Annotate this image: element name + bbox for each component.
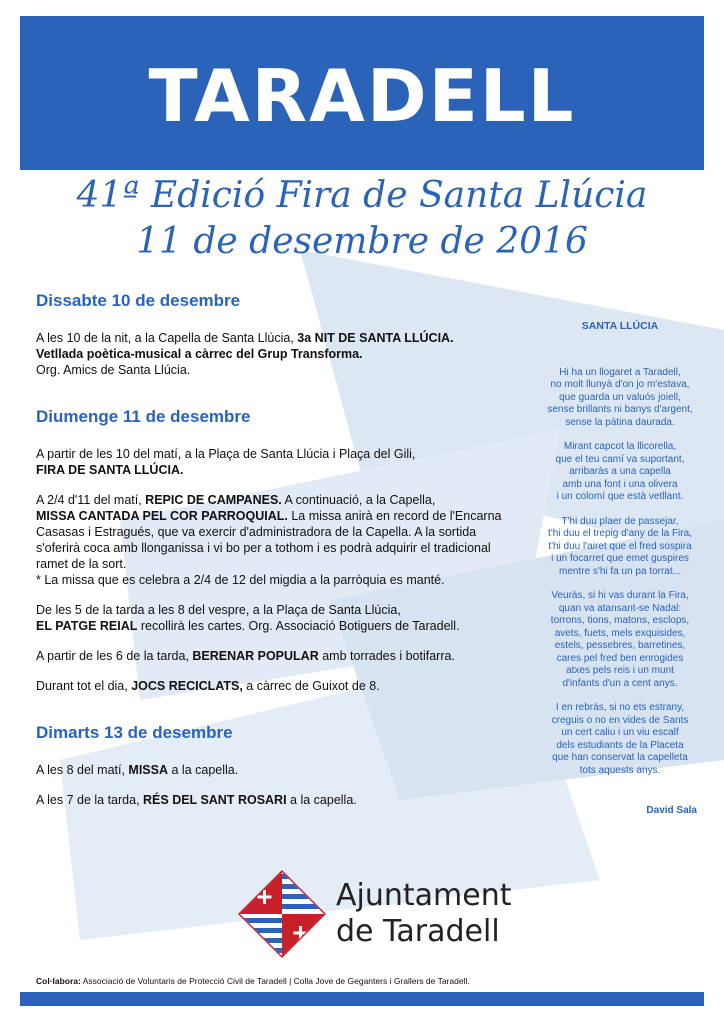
logo-line-2: de Taradell bbox=[336, 914, 500, 949]
footer-credits bbox=[36, 976, 470, 986]
event-text: A les 10 de la nit, a la Capella de Santa Llúcia, bbox=[36, 331, 298, 345]
poem-line: tots aquests anys. bbox=[579, 764, 661, 776]
event-text: A partir de les 10 del matí, a la Plaça de Santa Llúcia i Plaça del Gili, bbox=[36, 447, 416, 461]
event-title: EL PATGE REIAL bbox=[36, 619, 138, 633]
poem-stanza bbox=[535, 367, 705, 430]
footer-label: Col·labora: bbox=[36, 976, 81, 986]
poem-line: mentre s'hi fa un pa torrat... bbox=[559, 565, 681, 577]
poem-title: SANTA LLÚCIA bbox=[581, 320, 659, 332]
event-title: BERENAR POPULAR bbox=[192, 649, 319, 663]
footer-text: Associació de Voluntaris de Protecció Civil de Taradell | Colla Jove de Geganters i Grallers de Taradell. bbox=[80, 976, 470, 986]
poem-line: un cert caliu i un viu escalf bbox=[561, 727, 679, 738]
poem bbox=[535, 320, 705, 818]
event-title: FIRA DE SANTA LLÚCIA. bbox=[36, 463, 184, 477]
event-paragraph bbox=[36, 792, 516, 808]
poem-line: atxes pels reis i un munt bbox=[566, 665, 674, 676]
page-title: TARADELL bbox=[148, 54, 576, 138]
header-band bbox=[20, 16, 704, 170]
event-note: * La missa que es celebra a 2/4 de 12 del migdia a la parròquia es manté. bbox=[36, 573, 445, 587]
poem-line: cares pel fred ben enrogides bbox=[556, 652, 684, 664]
poem-line: que guarda un valuós joiell, bbox=[559, 391, 681, 403]
poem-line: que el teu camí va suportant, bbox=[555, 453, 685, 465]
event-paragraph bbox=[36, 330, 516, 378]
poem-stanza bbox=[535, 590, 705, 690]
event-text: A les 8 del matí, bbox=[36, 763, 129, 777]
poem-line: d'infants d'un a cent anys. bbox=[562, 677, 678, 689]
poem-line: arribaràs a una capella bbox=[569, 466, 671, 477]
poem-line: t'hi duu el trepig d'any de la Fira, bbox=[548, 528, 692, 539]
event-text: Org. Amics de Santa Llúcia. bbox=[36, 363, 191, 377]
event-text: a la capella. bbox=[286, 793, 357, 807]
event-text: A 2/4 d'11 del matí, bbox=[36, 493, 146, 507]
event-text: La missa anirà en record de l'Encarna Casasas i Estragués, que va exercir d'administradora de la Capella. A la sortida s'oferirà coca amb llonganissa i vi bo per a tothom i es podrà adquirir el tradicional ramet de la sort. bbox=[36, 509, 502, 571]
poem-line: no molt llunyà d'on jo m'estava, bbox=[550, 379, 690, 390]
day-heading: Dissabte 10 de desembre bbox=[36, 291, 241, 310]
event-text: recollirà les cartes. Org. Associació Botiguers de Taradell. bbox=[137, 619, 460, 633]
poem-line: que han conservat la capelleta bbox=[552, 752, 688, 763]
event-text: a càrrec de Guixot de 8. bbox=[242, 679, 380, 693]
poem-line: avets, fuets, mels exquisides, bbox=[554, 627, 686, 639]
municipality-logo-text bbox=[336, 878, 512, 950]
logo-line-1: Ajuntament bbox=[336, 878, 512, 913]
poem-stanza bbox=[535, 516, 705, 579]
event-text: amb torrades i botifarra. bbox=[318, 649, 455, 663]
day-heading: Dimarts 13 de desembre bbox=[36, 723, 233, 742]
event-title: Vetllada poètica-musical a càrrec del Grup Transforma. bbox=[36, 347, 363, 361]
taradell-coat-of-arms-icon bbox=[236, 868, 328, 960]
poem-line: Hi ha un llogaret a Taradell, bbox=[559, 366, 681, 378]
edition-subtitle: 41ª Edició Fira de Santa Llúcia bbox=[76, 175, 648, 216]
poem-line: quan va atansant-se Nadal: bbox=[558, 602, 682, 614]
event-text: A les 7 de la tarda, bbox=[36, 793, 144, 807]
poem-stanza bbox=[535, 441, 705, 504]
poem-stanzas bbox=[535, 367, 705, 778]
event-text: Durant tot el dia, bbox=[36, 679, 132, 693]
day-heading: Diumenge 11 de desembre bbox=[36, 407, 251, 426]
poem-author: David Sala bbox=[646, 805, 697, 816]
poem-stanza bbox=[535, 702, 705, 777]
poem-line: creguis o no en vides de Sants bbox=[551, 714, 689, 726]
schedule bbox=[36, 290, 516, 822]
poem-line: sense la pàtina daurada. bbox=[565, 416, 675, 428]
event-paragraph bbox=[36, 602, 516, 634]
poem-line: T'hi duu plaer de passejar, bbox=[561, 515, 679, 527]
date-subtitle: 11 de desembre de 2016 bbox=[136, 221, 588, 262]
footer-band bbox=[20, 992, 704, 1006]
event-paragraph bbox=[36, 446, 516, 478]
event-title: 3a NIT DE SANTA LLÚCIA. bbox=[297, 331, 454, 345]
event-paragraph bbox=[36, 492, 516, 588]
event-paragraph bbox=[36, 648, 516, 664]
event-text: De les 5 de la tarda a les 8 del vespre, a la Plaça de Santa Llúcia, bbox=[36, 603, 401, 617]
event-text: a la capella. bbox=[168, 763, 239, 777]
poem-line: t'hi duu l'airet que el fred sospira bbox=[548, 540, 692, 552]
poem-line: I en rebràs, si no ets estrany, bbox=[555, 702, 685, 713]
event-text: A continuació, a la Capella, bbox=[281, 493, 436, 507]
event-title: JOCS RECICLATS, bbox=[131, 679, 243, 693]
poem-line: amb una font i una olivera bbox=[562, 478, 678, 490]
event-title: RÉS DEL SANT ROSARI bbox=[143, 793, 287, 807]
poem-line: i un focarret que emet guspires bbox=[551, 553, 689, 564]
event-paragraph bbox=[36, 762, 516, 778]
poem-line: Mirant capcot la llicorella, bbox=[563, 441, 677, 452]
poem-line: Veuràs, si hi vas durant la Fira, bbox=[551, 590, 689, 601]
event-text: A partir de les 6 de la tarda, bbox=[36, 649, 193, 663]
poem-line: estels, pessebres, barretines, bbox=[554, 640, 686, 651]
poem-line: torrons, tions, matons, esclops, bbox=[550, 615, 690, 626]
event-paragraph bbox=[36, 678, 516, 694]
event-title: MISSA CANTADA PEL COR PARROQUIAL. bbox=[36, 509, 288, 523]
event-title: MISSA bbox=[128, 763, 169, 777]
poem-line: dels estudiants de la Placeta bbox=[556, 739, 684, 751]
poem-line: sense brillants ni banys d'argent, bbox=[547, 404, 693, 415]
poem-line: i un colomí que està vetllant. bbox=[556, 491, 684, 502]
event-title: REPIC DE CAMPANES. bbox=[145, 493, 282, 507]
